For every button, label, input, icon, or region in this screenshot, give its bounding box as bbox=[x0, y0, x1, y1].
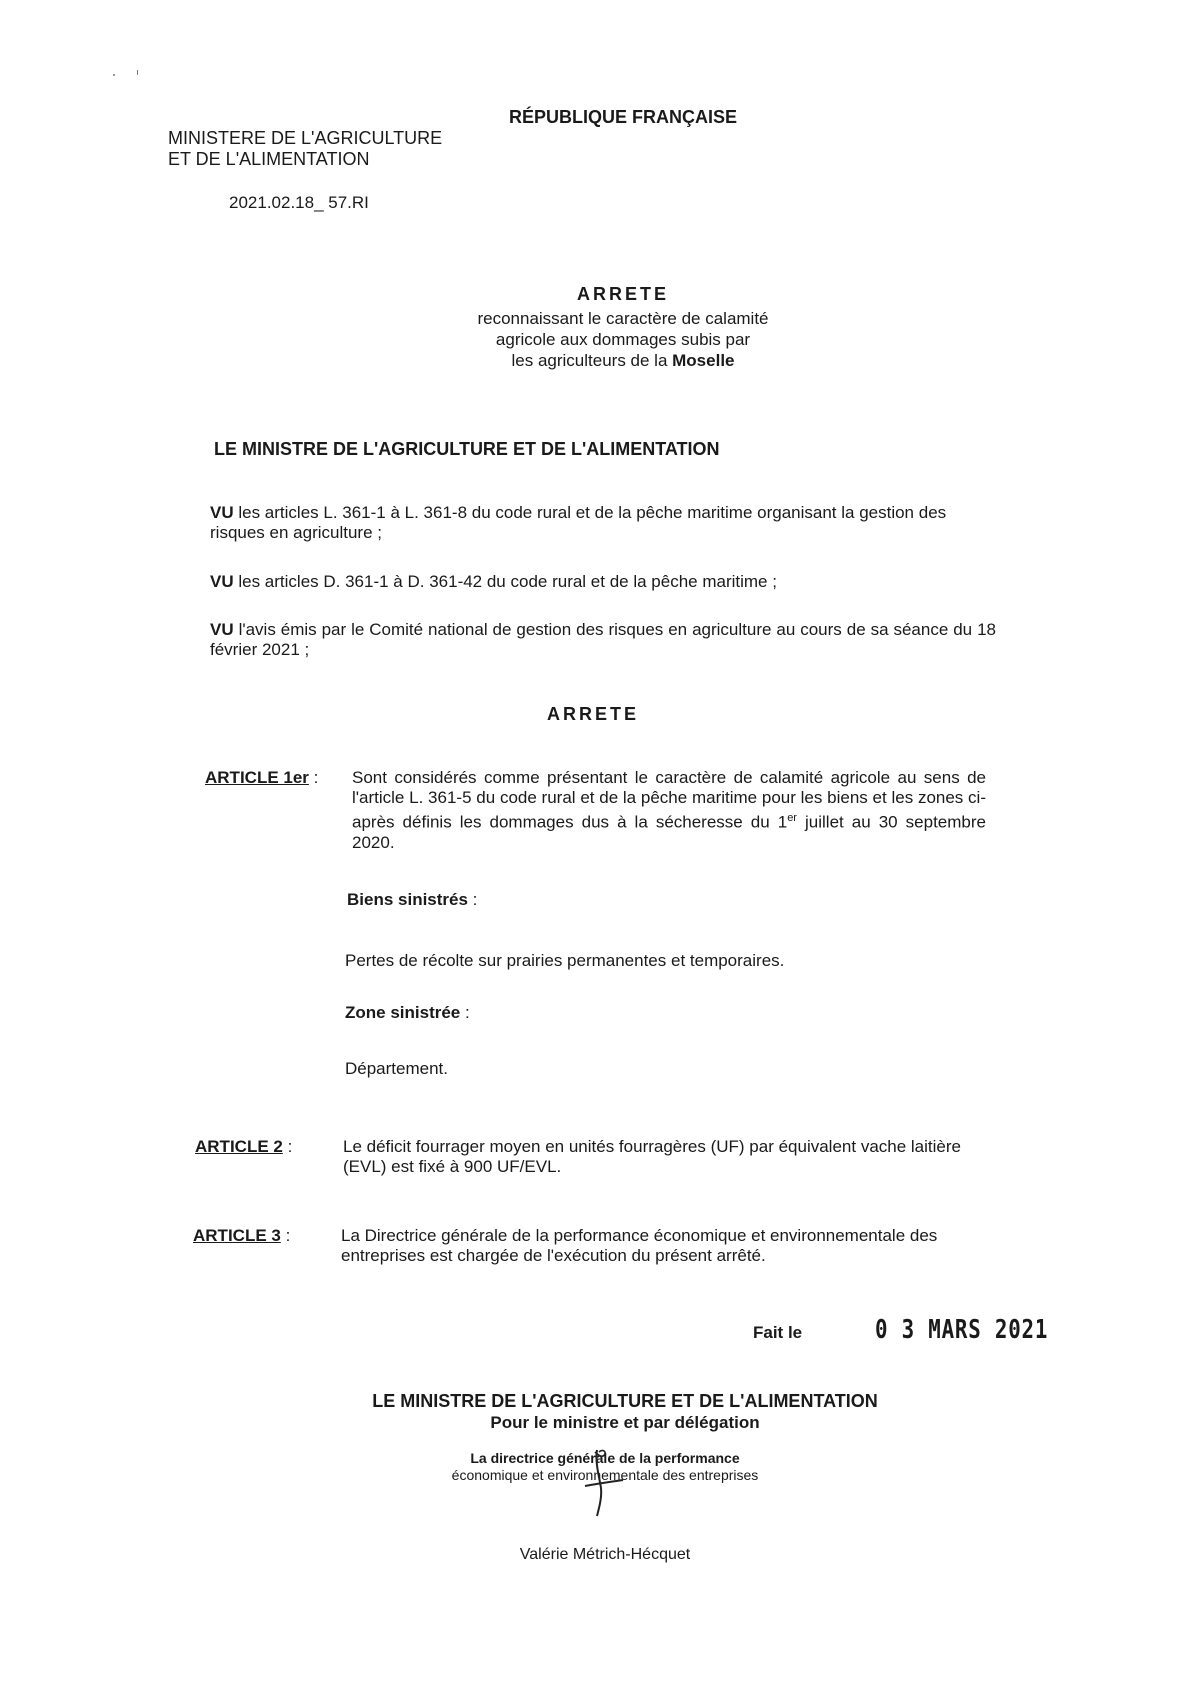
document-reference: 2021.02.18_ 57.RI bbox=[229, 193, 369, 212]
handwritten-signature bbox=[575, 1442, 635, 1522]
visa-text: les articles D. 361-1 à D. 361-42 du code rural et de la pêche maritime ; bbox=[233, 572, 777, 591]
article-2-body: Le déficit fourrager moyen en unités fourragères (UF) par équivalent vache laitière (EVL) est fixé à 900 UF/EVL. bbox=[343, 1137, 961, 1176]
article-2-label bbox=[195, 1137, 292, 1157]
visa-3 bbox=[210, 620, 996, 660]
delegation-line-2: économique et environnementale des entreprises bbox=[451, 1467, 759, 1483]
visa-text: les articles L. 361-1 à L. 361-8 du code rural et de la pêche maritime organisant la gestion des risques en agriculture ; bbox=[210, 503, 947, 542]
visa-2 bbox=[210, 572, 996, 592]
scan-speck bbox=[113, 74, 115, 76]
department-name: Moselle bbox=[672, 351, 735, 370]
visa-text: l'avis émis par le Comité national de gestion des risques en agriculture au cours de sa séance du 18 février 2021 ; bbox=[210, 620, 996, 659]
article-1-label bbox=[205, 768, 318, 788]
zone-label-colon: : bbox=[460, 1003, 470, 1022]
article-3-colon: : bbox=[280, 1226, 291, 1245]
biens-sinistres-label bbox=[347, 890, 477, 910]
biens-sinistres-value: Pertes de récolte sur prairies permanentes et temporaires. bbox=[345, 951, 785, 970]
biens-label-colon: : bbox=[467, 890, 478, 909]
signature-line-1: LE MINISTRE DE L'AGRICULTURE ET DE L'ALIMENTATION bbox=[372, 1391, 878, 1411]
signer-name: Valérie Métrich-Hécquet bbox=[519, 1546, 691, 1563]
visa-1 bbox=[210, 503, 996, 543]
signature-line-2: Pour le ministre et par délégation bbox=[490, 1413, 760, 1432]
article-1-colon: : bbox=[308, 768, 319, 787]
delegation-line-1: La directrice générale de la performance bbox=[470, 1450, 740, 1466]
ministry-line-2: ET DE L'ALIMENTATION bbox=[168, 149, 370, 169]
date-stamp: 0 3 MARS 2021 bbox=[875, 1315, 1049, 1345]
subtitle-line-2: agricole aux dommages subis par bbox=[495, 330, 751, 349]
article-2-title: ARTICLE 2 bbox=[195, 1137, 283, 1156]
article-1-body bbox=[352, 768, 986, 853]
subtitle-line-1: reconnaissant le caractère de calamité bbox=[477, 309, 769, 328]
authority-heading: LE MINISTRE DE L'AGRICULTURE ET DE L'ALIMENTATION bbox=[214, 439, 720, 459]
visa-vu: VU bbox=[210, 572, 234, 591]
arrete-subtitle bbox=[400, 308, 846, 371]
zone-sinistree-value: Département. bbox=[345, 1059, 448, 1078]
republique-francaise: RÉPUBLIQUE FRANÇAISE bbox=[509, 107, 738, 127]
article-1-sup: er bbox=[787, 812, 797, 824]
subtitle-line-3 bbox=[400, 350, 846, 371]
visa-vu: VU bbox=[210, 620, 234, 639]
subtitle-line-3-prefix: les agriculteurs de la bbox=[511, 351, 673, 370]
zone-sinistree-label bbox=[345, 1003, 470, 1023]
article-3-body: La Directrice générale de la performance économique et environnementale des entreprises est chargée de l'exécution du présent arrêté. bbox=[341, 1226, 938, 1265]
article-3-label bbox=[193, 1226, 290, 1246]
arrete-title: ARRETE bbox=[576, 284, 669, 304]
arrete-heading: ARRETE bbox=[546, 704, 639, 724]
fait-le-label: Fait le bbox=[753, 1323, 803, 1342]
article-2-colon: : bbox=[282, 1137, 293, 1156]
zone-label-text: Zone sinistrée bbox=[345, 1003, 461, 1022]
ministry-name bbox=[168, 128, 442, 170]
visa-vu: VU bbox=[210, 503, 234, 522]
biens-label-text: Biens sinistrés bbox=[347, 890, 468, 909]
article-1-title: ARTICLE 1er bbox=[205, 768, 309, 787]
signature-authority bbox=[340, 1390, 910, 1434]
article-3-title: ARTICLE 3 bbox=[193, 1226, 281, 1245]
ministry-line-1: MINISTERE DE L'AGRICULTURE bbox=[168, 128, 443, 148]
article-1-text-b: juillet au 30 septembre 2020. bbox=[352, 812, 986, 852]
scan-speck bbox=[137, 70, 138, 75]
article-1-text-a: Sont considérés comme présentant le caractère de calamité agricole au sens de l'article L. 361-5 du code rural et de la pêche maritime pour les biens et les zones ci-après définis les dommages dus à la sécheresse du 1 bbox=[352, 768, 986, 832]
